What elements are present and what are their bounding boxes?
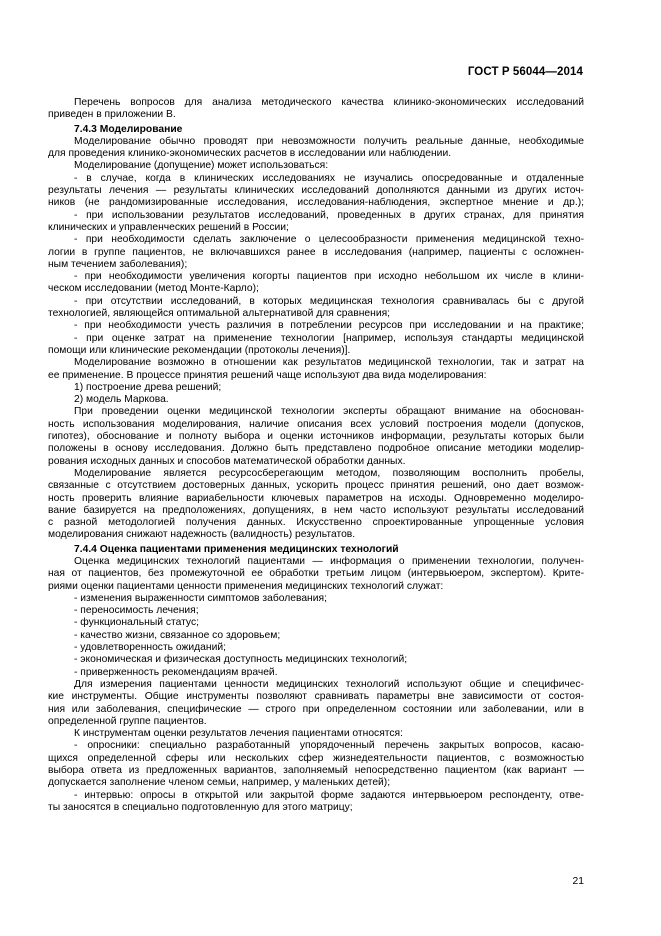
text-line: К инструментам оценки результатов лечения пациентами относятся: [74,728,403,740]
text-line: вание базируется на предположениях, допущениях, в нем часто используют результаты исследований [48,504,584,516]
text-line: определенной группе пациентов. [48,715,207,727]
text-line: Перечень вопросов для анализа методического качества клинико-экономических исследований [74,97,584,108]
text-line: ность проверить влияние вариабельности ключевых параметров на исходы. Одновременно моделиро- [48,492,584,504]
text-line: ты заносятся в специально подготовленную для этого матрицу; [48,801,353,813]
text-line: результаты лечения — результаты клинических исследований дополняются данными из других источ- [48,185,584,197]
text-line: - при необходимости учесть различия в потреблении ресурсов при исследовании и на практике; [74,320,584,332]
text-line: выбора ответа из предложенных вариантов, заполняемый непосредственно пациентом (как вариант — [48,765,584,777]
text-line: связанные с отсутствием достоверных данных, ускорить процесс принятия решений, оно дает возмож- [48,480,584,492]
document-body [48,97,584,814]
text-line: - переносимость лечения; [74,605,199,617]
text-line: ния или заболевания, специфические — строго при определенном состоянии или заболевании, или в [48,703,584,715]
text-line: щихся определенной сферы или нескольких сфер жизнедеятельности пациентов, с возможностью [48,752,584,764]
text-line: допускается заполнение членом семьи, например, у маленьких детей); [48,777,391,789]
section-heading: 7.4.3 Моделирование [74,123,183,135]
text-line: - интервью: опросы в открытой или закрытой форме задаются интервьюером респонденту, отве- [74,789,584,801]
text-line: клинических и управленческих решений в России; [48,221,289,233]
text-line: - при необходимости сделать заключение о целесообразности применения медицинской техно- [74,234,584,246]
text-line: моделирования снижают надежность (валидность) результатов. [48,529,356,541]
text-line: рования исходных данных и способов математической обработки данных. [48,455,406,467]
text-line: гипотез), обоснование и полноту выбора и оценки источников информации, результаты которых были [48,431,584,443]
text-line: - качество жизни, связанное со здоровьем; [74,629,281,641]
text-line: логии в группе пациентов, не включавшихся ранее в исследования (например, пациенты с осложнен- [48,246,584,258]
text-line: технологией, являющейся оптимальной альтернативой для сравнения; [48,308,391,320]
text-line: - экономическая и физическая доступность медицинских технологий; [74,654,408,666]
text-line: для проведения клинико-экономических расчетов в исследовании или наблюдении. [48,148,452,160]
text-line: Моделирование возможно в отношении как результатов медицинской технологии, так и затрат на [74,357,584,369]
text-line: ее применение. В процессе принятия решений чаще используют два вида моделирования: [48,369,487,381]
text-line: - приверженность рекомендациям врачей. [74,666,278,678]
text-line: - удовлетворенность ожиданий; [74,642,226,654]
text-line: кие инструменты. Общие инструменты позволяют сравнивать параметры вне зависимости от состоя- [48,691,584,703]
text-line: - при необходимости увеличения когорты пациентов при исходно небольшом их числе в клини- [74,271,584,283]
text-line: Моделирование обычно проводят при невозможности получить реальные данные, необходимые [74,135,584,147]
text-line: ным течением заболевания); [48,258,188,270]
text-line: положены в основу исследования. Должно быть представлено подробное описание методики моделир- [48,443,584,455]
text-line: - в случае, когда в клинических исследованиях не изучались опосредованные и отдаленные [74,172,584,184]
text-line: ников (не рандомизированные исследования, исследования-наблюдения, экспертное мнение и др.); [48,197,584,209]
document-code: ГОСТ Р 56044—2014 [467,66,583,78]
text-line: Для измерения пациентами ценности медицинских технологий используют общие и специфичес- [74,678,584,690]
text-line: 1) построение древа решений; [74,381,222,393]
text-line: При проведении оценки медицинской технологии эксперты обращают внимание на обоснован- [74,406,584,418]
text-line: - функциональный статус; [74,617,199,629]
text-line: с разной методологией получения данных. Искусственно спроектированные упрощенные условия [48,517,584,529]
text-line: Моделирование является ресурсосберегающим методом, позволяющим восполнить пробелы, [74,467,584,479]
page-number: 21 [572,876,584,887]
text-line: 2) модель Маркова. [74,394,169,406]
text-line: - при использовании результатов исследований, проведенных в других странах, для принятия [74,209,584,221]
text-line: приведен в приложении В. [48,109,176,121]
section-heading: 7.4.4 Оценка пациентами применения медицинских технологий [74,543,399,555]
text-line: - изменения выраженности симптомов заболевания; [74,592,327,604]
text-line: - при оценке затрат на применение технологии [например, используя стандарты медицинской [74,332,584,344]
text-line: ность использования моделирования, наличие описания всех условий построения модели (допусков, [48,418,584,430]
text-line: Моделирование (допущение) может использоваться: [74,160,329,172]
text-line: Оценка медицинских технологий пациентами — информация о применении технологии, получен- [74,555,584,567]
text-line: помощи или клинические рекомендации (протоколы лечения)]. [48,344,351,356]
text-line: риями оценки пациентами ценности применения медицинских технологий служат: [48,580,444,592]
text-line: ная от пациентов, без промежуточной ее обработки третьим лицом (интервьюером, экспертом). Крите- [48,568,584,580]
text-line: ческом исследовании (метод Монте-Карло); [48,283,259,295]
text-line: - опросники: специально разработанный упорядоченный перечень закрытых вопросов, касаю- [74,740,584,752]
text-line: - при отсутствии исследований, в которых медицинская технология сравнивалась бы с другой [74,295,584,307]
